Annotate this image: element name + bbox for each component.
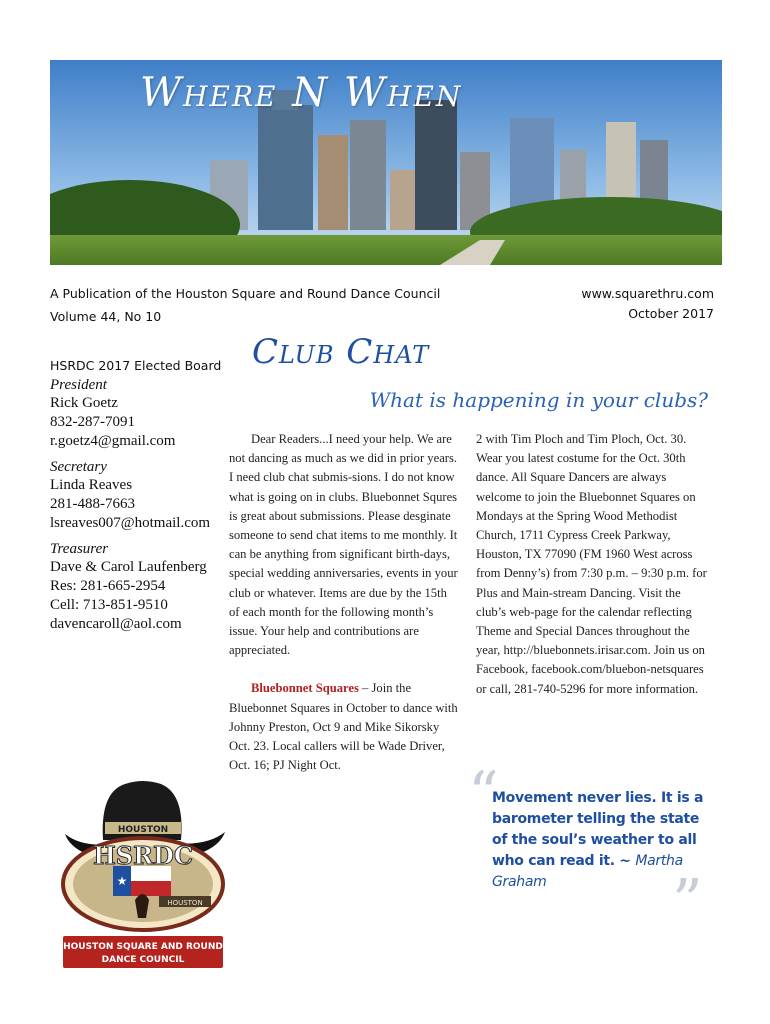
issue-date: October 2017 bbox=[628, 306, 714, 321]
volume-number: Volume 44, No 10 bbox=[50, 309, 162, 324]
section-subtitle: What is happening in your clubs? bbox=[369, 388, 708, 412]
open-quote-mark: “ bbox=[468, 759, 499, 829]
quote-text: Movement never lies. It is a barometer telling the state of the soul’s weather to all who can read it. ~ bbox=[492, 790, 704, 869]
board-heading: HSRDC 2017 Elected Board bbox=[50, 358, 222, 373]
bluebonnet-heading: Bluebonnet Squares bbox=[251, 681, 359, 696]
secretary-name: Linda Reaves bbox=[50, 477, 133, 493]
masthead-title: Where N When bbox=[140, 70, 463, 116]
president-name: Rick Goetz bbox=[50, 395, 118, 411]
close-quote-mark: ” bbox=[672, 867, 703, 937]
website-link[interactable]: www.squarethru.com bbox=[581, 286, 714, 301]
treasurer-role: Treasurer bbox=[50, 541, 109, 557]
intro-paragraph: Dear Readers...I need your help. We are not dancing as much as we did in prior years. I need club chat submis-sions. I do not know what is going on in clubs. Bluebonnet Squres is great about submissions. Please desginate someone to send chat items to me monthly. It can be anything from significant birth-days, special wedding anniversaries, events in your club or whatever. Items are due by the 15th of each month for the following month’s issue. Your help and contributions are appreciated. bbox=[229, 432, 458, 658]
treasurer-cell-phone: Cell: 713-851-9510 bbox=[50, 597, 168, 613]
secretary-role: Secretary bbox=[50, 459, 107, 475]
secretary-email[interactable]: lsreaves007@hotmail.com bbox=[50, 515, 211, 531]
publication-line: A Publication of the Houston Square and Round Dance Council bbox=[50, 286, 441, 301]
logo-letters: HSRDC bbox=[93, 841, 193, 870]
elected-board bbox=[50, 358, 225, 634]
logo-line1: HOUSTON SQUARE AND ROUND bbox=[63, 942, 223, 952]
logo-banner-word: HOUSTON bbox=[167, 899, 203, 907]
president-phone: 832-287-7091 bbox=[50, 414, 135, 430]
president-role: President bbox=[50, 377, 107, 393]
svg-text:★: ★ bbox=[116, 874, 128, 888]
bluebonnet-paragraph bbox=[229, 679, 459, 775]
treasurer-res-phone: Res: 281-665-2954 bbox=[50, 578, 166, 594]
logo-line2: DANCE COUNCIL bbox=[101, 955, 185, 965]
quote-author: Martha Graham bbox=[492, 853, 683, 890]
bluebonnet-text-part1: – Join the Bluebonnet Squares in October to dance with Johnny Preston, Oct 9 and Mike Sikorsky Oct. 23. Local callers will be Wade Driver, Oct. 16; PJ Night Oct. bbox=[229, 681, 458, 773]
secretary-phone: 281-488-7663 bbox=[50, 496, 135, 512]
article-column-2 bbox=[476, 430, 712, 699]
bluebonnet-text-part2: 2 with Tim Ploch and Tim Ploch, Oct. 30. Wear you latest costume for the Oct. 30th dance. All Square Dancers are always welcome to join the Bluebonnet Squares on Mondays at the Spring Wood Methodist Church, 1711 Cypress Creek Parkway, Houston, TX 77090 (FM 1960 West across from Denny’s) from 7:30 p.m. – 9:30 p.m. for Plus and Main-stream Dancing. Visit the club’s web-page for the calendar reflecting Theme and Special Dances throughout the year, http://bluebonnets.irisar.com. Join us on Facebook, facebook.com/bluebon-netsquares or call, 281-740-5296 for more information. bbox=[476, 432, 707, 696]
article-column-1 bbox=[229, 430, 459, 775]
hsrdc-logo bbox=[55, 772, 230, 972]
president-email[interactable]: r.goetz4@gmail.com bbox=[50, 433, 176, 449]
treasurer-name: Dave & Carol Laufenberg bbox=[50, 559, 207, 575]
hat-band-text: HOUSTON bbox=[117, 825, 169, 835]
treasurer-email[interactable]: davencaroll@aol.com bbox=[50, 616, 182, 632]
club-chat-title: Club Chat bbox=[252, 332, 430, 372]
